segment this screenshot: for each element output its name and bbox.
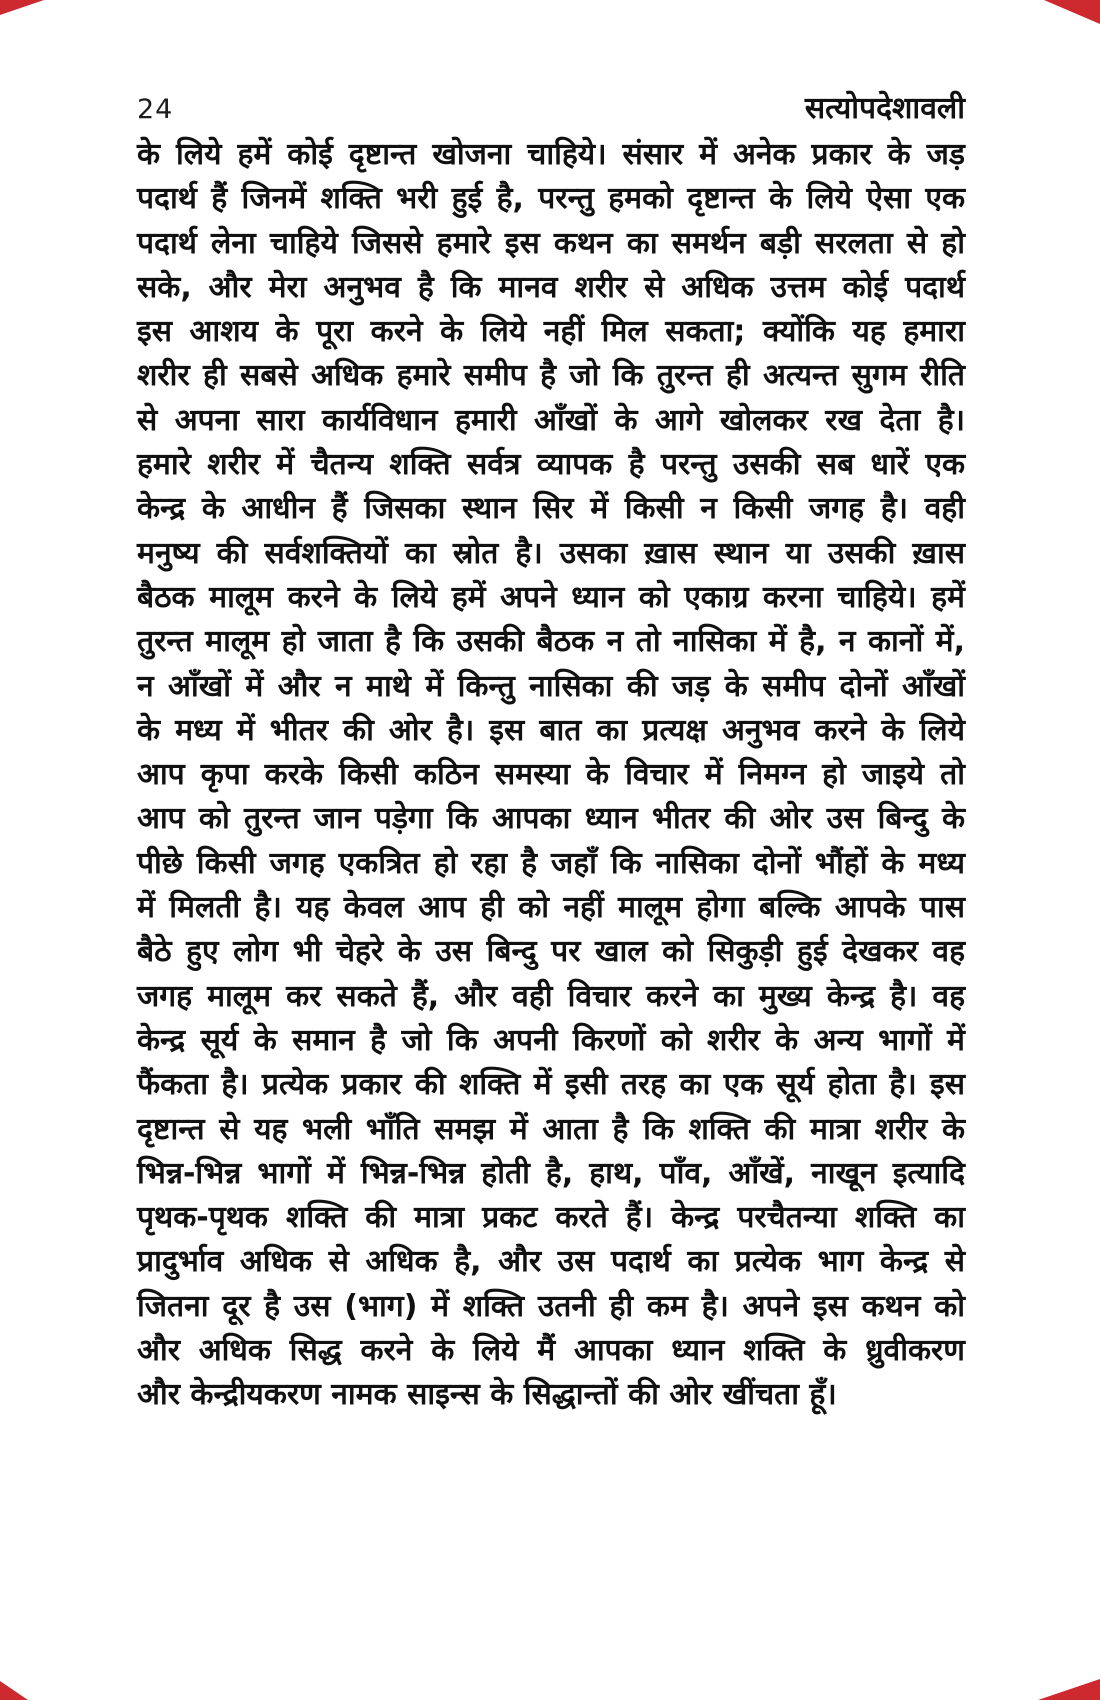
text-line: पदार्थ लेना चाहिये जिससे हमारे इस कथन का समर्थन बड़ी सरलता से हो — [137, 225, 965, 261]
text-line: शरीर ही सबसे अधिक हमारे समीप है जो कि तुरन्त ही अत्यन्त सुगम रीति — [137, 358, 965, 394]
scan-corner-mark-bottom-left — [0, 1681, 28, 1700]
text-line: पृथक-पृथक शक्ति की मात्रा प्रकट करते हैं। केन्द्र परचैतन्या शक्ति का — [137, 1200, 965, 1236]
text-line: के लिये हमें कोई दृष्टान्त खोजना चाहिये। संसार में अनेक प्रकार के जड़ — [137, 137, 965, 172]
text-line: के मध्य में भीतर की ओर है। इस बात का प्रत्यक्ष अनुभव करने के लिये — [137, 712, 965, 748]
book-title-header: सत्योपदेशावली — [804, 91, 965, 126]
scan-corner-mark-top-left — [0, 0, 44, 15]
page-header — [137, 86, 965, 127]
text-line: भिन्न-भिन्न भागों में भिन्न-भिन्न होती है, हाथ, पाँव, आँखें, नाखून इत्यादि — [137, 1155, 965, 1191]
text-line: हमारे शरीर में चैतन्य शक्ति सर्वत्र व्यापक है परन्तु उसकी सब धारें एक — [137, 447, 965, 483]
text-line: आप कृपा करके किसी कठिन समस्या के विचार में निमग्न हो जाइये तो — [137, 757, 965, 793]
text-line: केन्द्र के आधीन हैं जिसका स्थान सिर में किसी न किसी जगह है। वही — [137, 491, 965, 527]
text-line: न आँखों में और न माथे में किन्तु नासिका की जड़ के समीप दोनों आँखों — [137, 668, 965, 704]
text-line: केन्द्र सूर्य के समान है जो कि अपनी किरणों को शरीर के अन्य भागों में — [137, 1022, 965, 1058]
text-line: आप को तुरन्त जान पड़ेगा कि आपका ध्यान भीतर की ओर उस बिन्दु के — [137, 801, 965, 837]
text-line: पीछे किसी जगह एकत्रित हो रहा है जहाँ कि नासिका दोनों भौंहों के मध्य — [137, 845, 965, 881]
text-line: से अपना सारा कार्यविधान हमारी आँखों के आगे खोलकर रख देता है। — [137, 402, 965, 438]
text-line: जितना दूर है उस (भाग) में शक्ति उतनी ही कम है। अपने इस कथन को — [137, 1288, 965, 1324]
text-line: और अधिक सिद्ध करने के लिये मैं आपका ध्यान शक्ति के ध्रुवीकरण — [137, 1333, 965, 1369]
text-line: जगह मालूम कर सकते हैं, और वही विचार करने का मुख्य केन्द्र है। वह — [137, 978, 965, 1014]
text-line: में मिलती है। यह केवल आप ही को नहीं मालूम होगा बल्कि आपके पास — [137, 890, 965, 926]
text-line: इस आशय के पूरा करने के लिये नहीं मिल सकता; क्योंकि यह हमारा — [137, 314, 965, 350]
text-line: पदार्थ हैं जिनमें शक्ति भरी हुई है, परन्तु हमको दृष्टान्त के लिये ऐसा एक — [137, 181, 965, 217]
scan-corner-mark-top-right — [1044, 0, 1100, 24]
text-line: तुरन्त मालूम हो जाता है कि उसकी बैठक न तो नासिका में है, न कानों में, — [137, 624, 965, 660]
text-line: बैठे हुए लोग भी चेहरे के उस बिन्दु पर खाल को सिकुड़ी हुई देखकर वह — [137, 934, 965, 970]
text-line: सके, और मेरा अनुभव है कि मानव शरीर से अधिक उत्तम कोई पदार्थ — [137, 269, 965, 305]
text-line: मनुष्य की सर्वशक्तियों का स्रोत है। उसका ख़ास स्थान या उसकी ख़ास — [137, 535, 965, 571]
page-number: 24 — [137, 94, 174, 125]
text-line: और केन्द्रीयकरण नामक साइन्स के सिद्धान्तों की ओर खींचता हूँ। — [137, 1377, 837, 1413]
body-text — [137, 133, 965, 1418]
text-line: प्रादुर्भाव अधिक से अधिक है, और उस पदार्थ का प्रत्येक भाग केन्द्र से — [137, 1244, 965, 1280]
scan-corner-mark-bottom-right — [1038, 1679, 1100, 1700]
text-line: बैठक मालूम करने के लिये हमें अपने ध्यान को एकाग्र करना चाहिये। हमें — [137, 579, 966, 615]
text-line: फैंकता है। प्रत्येक प्रकार की शक्ति में इसी तरह का एक सूर्य होता है। इस — [137, 1067, 965, 1103]
text-line: दृष्टान्त से यह भली भाँति समझ में आता है कि शक्ति की मात्रा शरीर के — [137, 1111, 965, 1147]
